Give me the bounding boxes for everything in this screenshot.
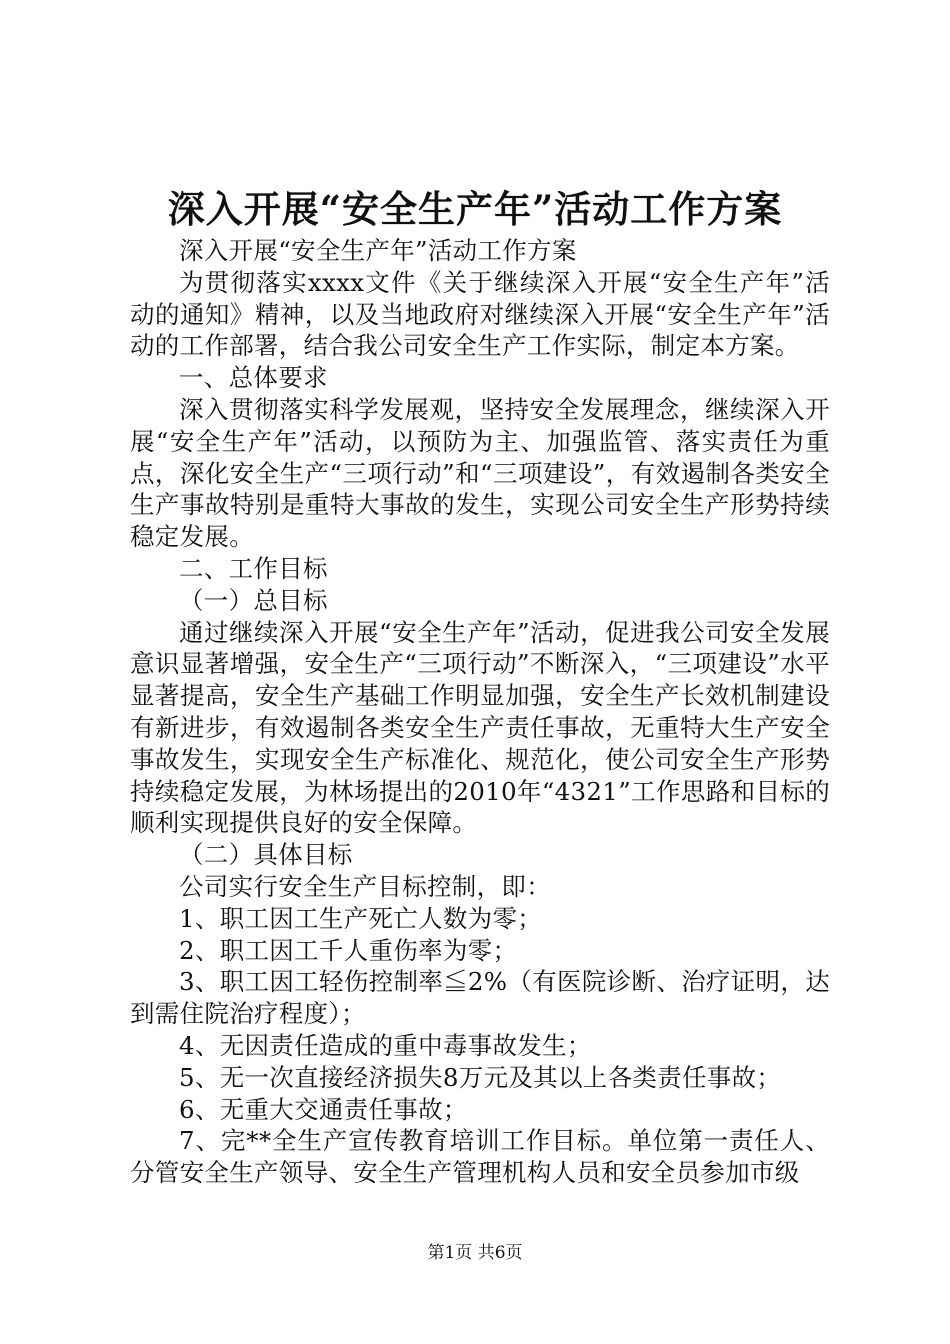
heading-overall-goal: （一）总目标 [179,585,328,615]
page-footer: 第1页 共6页 [427,1243,523,1263]
list-item: 1、职工因工生产死亡人数为零； [179,903,543,933]
list-item: 6、无重大交通责任事故； [179,1094,468,1124]
list-item: 4、无因责任造成的重中毒事故发生； [179,1030,592,1060]
heading-specific-goals: （二）具体目标 [179,840,353,870]
list-item: 5、无一次直接经济损失8万元及其以上各类责任事故； [179,1062,782,1092]
document-title: 深入开展“安全生产年”活动工作方案 [167,187,783,231]
heading-general-requirements: 一、总体要求 [179,363,328,393]
list-item: 3、职工因工轻伤控制率≦2%（有医院诊断、治疗证明，达到需住院治疗程度）； [130,967,830,1029]
heading-work-goals: 二、工作目标 [179,553,328,583]
paragraph-overall-goal: 通过继续深入开展“安全生产年”活动，促进我公司安全发展意识显著增强，安全生产“三项行动”不断深入，“三项建设”水平显著提高，安全生产基础工作明显加强，安全生产长效机制建设有新进步，有效遏制各类安全生产责任事故，无重特大生产安全事故发生，实现安全生产标准化、规范化，使公司安全生产形势持续稳定发展，为林场提出的2010年“4321”工作思路和目标的顺利实现提供良好的安全保障。 [130,617,830,838]
document-body [130,235,830,1189]
paragraph-subtitle: 深入开展“安全生产年”活动工作方案 [179,236,577,265]
paragraph-general-requirements: 深入贯彻落实科学发展观，坚持安全发展理念，继续深入开展“安全生产年”活动，以预防为主、加强监管、落实责任为重点，深化安全生产“三项行动”和“三项建设”，有效遏制各类安全生产事故特别是重特大事故的发生，实现公司安全生产形势持续稳定发展。 [130,394,830,552]
paragraph-intro: 为贯彻落实xxxx文件《关于继续深入开展“安全生产年”活动的通知》精神，以及当地政府对继续深入开展“安全生产年”活动的工作部署，结合我公司安全生产工作实际，制定本方案。 [130,267,830,361]
paragraph-goal-control: 公司实行安全生产目标控制，即： [179,871,551,901]
list-item: 2、职工因工千人重伤率为零； [179,935,518,965]
list-item: 7、完**全生产宣传教育培训工作目标。单位第一责任人、分管安全生产领导、安全生产管理机构人员和安全员参加市级 [130,1126,830,1188]
